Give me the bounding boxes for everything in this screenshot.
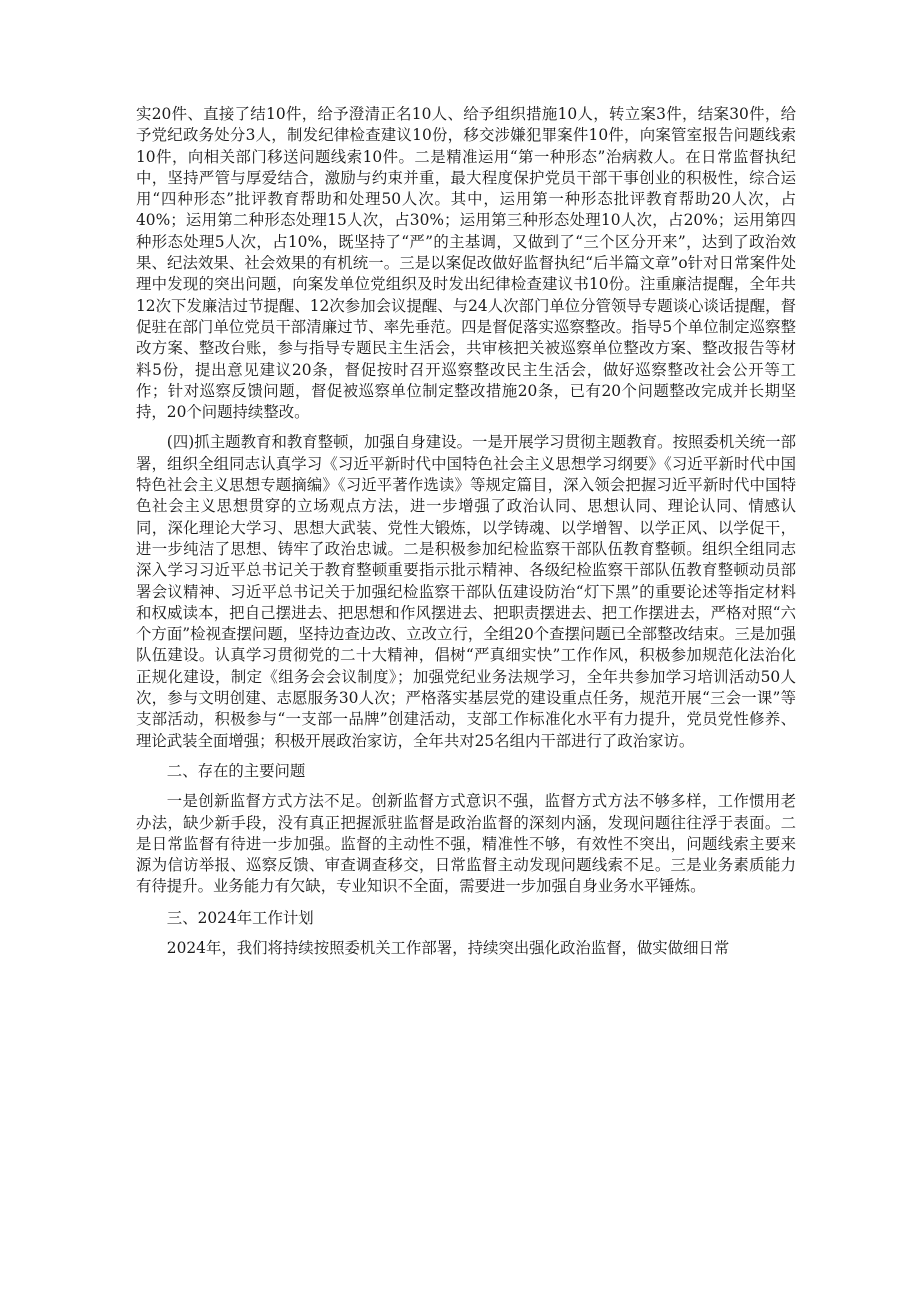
paragraph-self-building: (四)抓主题教育和教育整顿，加强自身建设。一是开展学习贯彻主题教育。按照委机关统一部署，组织全组同志认真学习《习近平新时代中国特色社会主义思想学习纲要》《习近平新时代中国特色社会主义思想专题摘编》《习近平著作选读》等规定篇目，深入领会把握习近平新时代中国特色社会主义思想贯穿的立场观点方法，进一步增强了政治认同、思想认同、理论认同、情感认同，深化理论大学习、思想大武装、党性大锻炼，以学铸魂、以学增智、以学正风、以学促干，进一步纯洁了思想、铸牢了政治忠诚。二是积极参加纪检监察干部队伍教育整顿。组织全组同志深入学习习近平总书记关于教育整顿重要指示批示精神、各级纪检监察干部队伍教育整顿动员部署会议精神、习近平总书记关于加强纪检监察干部队伍建设防治“灯下黑”的重要论述等指定材料和权威读本，把自己摆进去、把思想和作风摆进去、把职责摆进去、把工作摆进去，严格对照“六个方面”检视查摆问题，坚持边查边改、立改立行，全组20个查摆问题已全部整改结束。三是加强队伍建设。认真学习贯彻党的二十大精神，倡树“严真细实快”工作作风，积极参加规范化法治化正规化建设，制定《组务会会议制度》；加强党纪业务法规学习，全年共参加学习培训活动50人次，参与文明创建、志愿服务30人次；严格落实基层党的建设重点任务，规范开展“三会一课”等支部活动，积极参与“一支部一品牌”创建活动，支部工作标准化水平有力提升，党员党性修养、理论武装全面增强；积极开展政治家访，全年共对25名组内干部进行了政治家访。 xyxy=(136,433,796,750)
paragraph-case-handling: 实20件、直接了结10件，给予澄清正名10人、给予组织措施10人，转立案3件，结案30件，给予党纪政务处分3人，制发纪律检查建议10份，移交涉嫌犯罪案件10件，向案管室报告问题线索10件，向相关部门移送问题线索10件。二是精准运用“第一种形态”治病救人。在日常监督执纪中，坚持严管与厚爱结合，激励与约束并重，最大程度保护党员干部干事创业的积极性，综合运用“四种形态”批评教育帮助和处理50人次。其中，运用第一种形态批评教育帮助20人次，占40%；运用第二种形态处理15人次，占30%；运用第三种形态处理10人次，占20%；运用第四种形态处理5人次，占10%，既坚持了“严”的主基调，又做到了“三个区分开来”，达到了政治效果、纪法效果、社会效果的有机统一。三是以案促改做好监督执纪“后半篇文章”o针对日常案件处理中发现的突出问题，向案发单位党组织及时发出纪律检查建议书10份。注重廉洁提醒，全年共12次下发廉洁过节提醒、12次参加会议提醒、与24人次部门单位分管领导专题谈心谈话提醒，督促驻在部门单位党员干部清廉过节、率先垂范。四是督促落实巡察整改。指导5个单位制定巡察整改方案、整改台账，参与指导专题民主生活会，共审核把关被巡察单位整改方案、整改报告等材料5份，提出意见建议20条，督促按时召开巡察整改民主生活会，做好巡察整改社会公开等工作；针对巡察反馈问题，督促被巡察单位制定整改措施20条，已有20个问题整改完成并长期坚持，20个问题持续整改。 xyxy=(136,105,796,422)
paragraph-plan: 2024年，我们将持续按照委机关工作部署，持续突出强化政治监督，做实做细日常 xyxy=(166,938,730,957)
document-page xyxy=(136,104,796,959)
section-heading-plan: 三、2024年工作计划 xyxy=(166,908,314,927)
section-heading-problems: 二、存在的主要问题 xyxy=(166,761,306,780)
paragraph-problems: 一是创新监督方式方法不足。创新监督方式意识不强，监督方式方法不够多样，工作惯用老办法，缺少新手段，没有真正把握派驻监督是政治监督的深刻内涵，发现问题往往浮于表面。二是日常监督有待进一步加强。监督的主动性不强，精准性不够，有效性不突出，问题线索主要来源为信访举报、巡察反馈、审查调查移交，日常监督主动发现问题线索不足。三是业务素质能力有待提升。业务能力有欠缺，专业知识不全面，需要进一步加强自身业务水平锤炼。 xyxy=(136,792,796,896)
